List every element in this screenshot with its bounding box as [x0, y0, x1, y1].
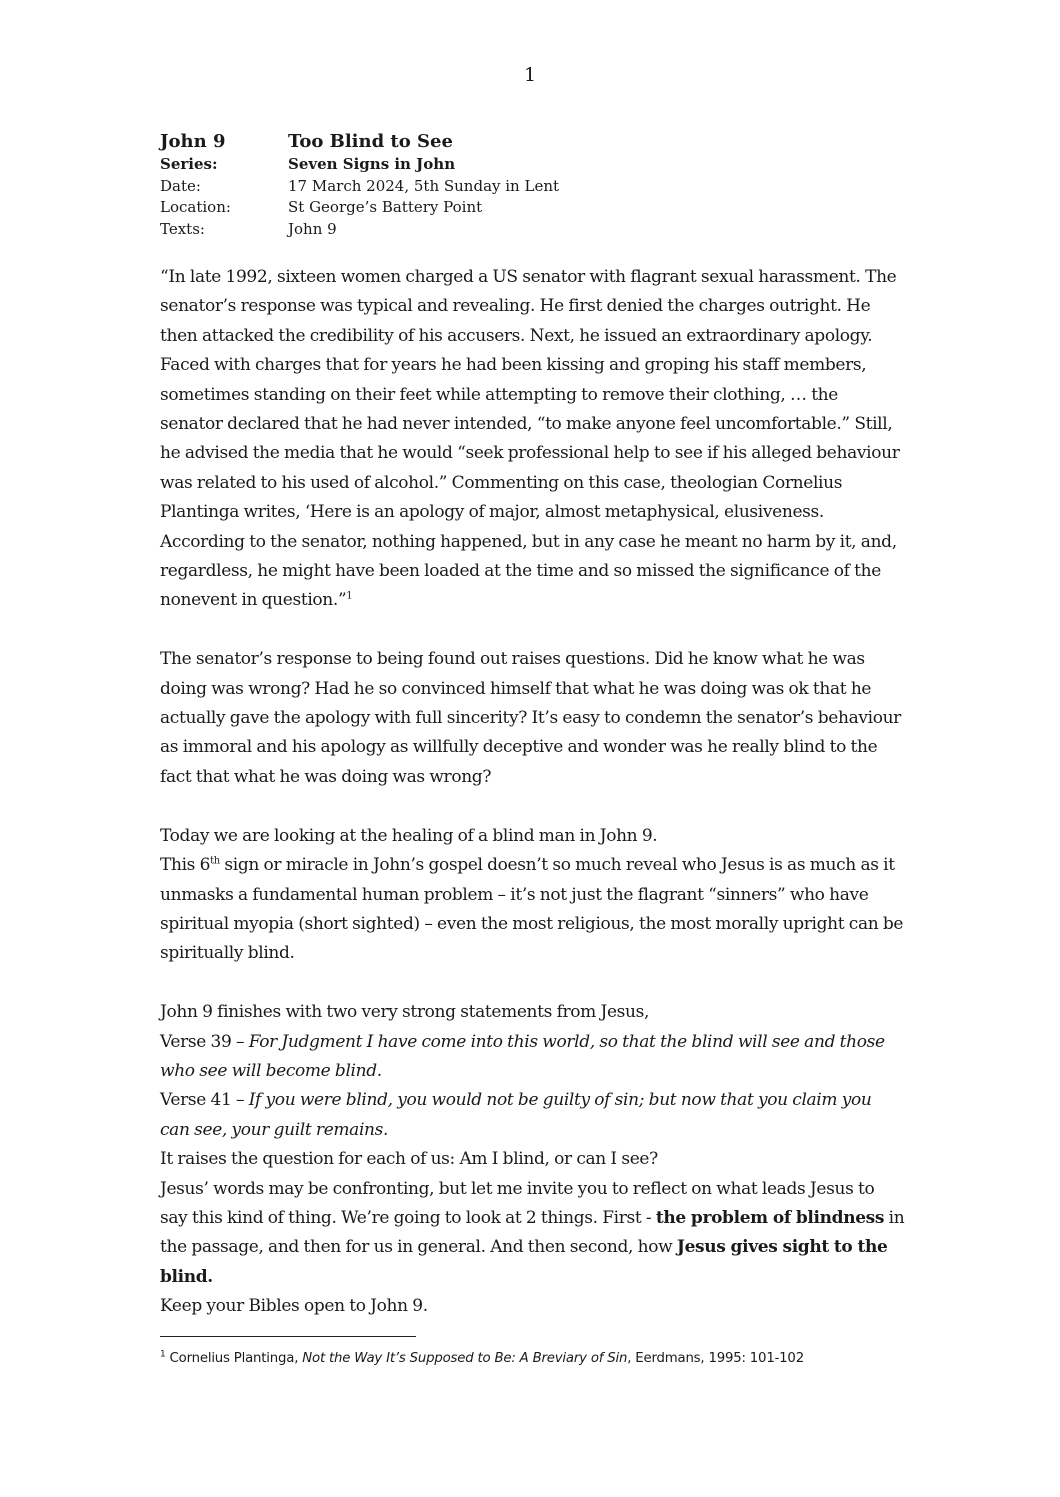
paragraph-intro: Today we are looking at the healing of a blind man in John 9. — [160, 825, 658, 846]
date-value: 17 March 2024, 5th Sunday in Lent — [288, 176, 560, 195]
sermon-header — [160, 130, 900, 240]
header-row-date — [160, 176, 900, 198]
header-key: Location: — [160, 198, 231, 216]
paragraph-bibles: Keep your Bibles open to John 9. — [160, 1296, 428, 1317]
book-title: Not the Way It’s Supposed to Be: A Breviary of Sin — [302, 1351, 628, 1366]
quote-text: “In late 1992, sixteen women charged a US senator with flagrant sexual harassment. The senator’s response was typical and revealing. He first denied the charges outright. He then attacked the credibility of his accusers. Next, he issued an extraordinary apology. Faced with charges that for years he had been kissing and groping his staff members, sometimes standing on their feet while attempting to remove their clothing, … the senator declared that he had never intended, “to make anyone feel uncomfortable.” Still, he advised the media that he would “seek professional help to see if his alleged behaviour was related to his used of alcohol.” Commenting on this case, theologian Cornelius Plantinga writes, ‘Here is an apology of major, almost metaphysical, elusiveness. According to the senator, nothing happened, but in any case he meant no harm by it, and, regardless, he might have been loaded at the time and so missed the significance of the nonevent in question.” — [160, 267, 900, 611]
footnote-number: 1 — [160, 1349, 166, 1360]
footnote: $^1$ Cornelius Plantinga, Not the Way It’s Supposed to Be: A Breviary of Sin, Eerdmans, 1995: 101-102 — [160, 1349, 804, 1366]
paragraph-sign: This 6th sign or miracle in John’s gospel doesn’t so much reveal who Jesus is as much as it unmasks a fundamental human problem – it’s not just the flagrant “sinners” who have spiritual myopia (short sighted) – even the most religious, the most morally upright can be spiritually blind. — [160, 855, 904, 964]
sermon-title: Too Blind to See — [288, 131, 453, 152]
header-key: Series: — [160, 155, 218, 173]
header-row-series — [160, 154, 900, 176]
texts-value: John 9 — [288, 219, 337, 238]
header-key: John 9 — [160, 131, 226, 152]
verse-text: For Judgment I have come into this world, so that the blind will see and those who see will become blind. — [160, 1031, 885, 1081]
point-two: Jesus gives sight to the blind. — [160, 1237, 888, 1287]
series-value: Seven Signs in John — [288, 155, 456, 173]
sermon-body — [160, 263, 905, 1322]
header-key: Date: — [160, 176, 201, 195]
verse-text: If you were blind, you would not be guilty of sin; but now that you claim you can see, your guilt remains. — [160, 1090, 872, 1140]
verse-label: Verse 39 – — [160, 1031, 249, 1052]
header-row-location — [160, 197, 900, 219]
paragraph-questions: The senator’s response to being found out raises questions. Did he know what he was doing was wrong? Had he so convinced himself that what he was doing was ok that he actually gave the apology with full sincerity? It’s easy to condemn the senator’s behaviour as immoral and his apology as willfully deceptive and wonder was he really blind to the fact that what he was doing was wrong? — [160, 649, 901, 787]
footnote-reference[interactable]: 1 — [346, 590, 353, 602]
location-value: St George’s Battery Point — [288, 198, 483, 216]
footnote-divider — [160, 1336, 416, 1337]
page-number: 1 — [523, 64, 537, 86]
ordinal-suffix: th — [210, 855, 220, 867]
point-one: the problem of blindness — [655, 1207, 885, 1228]
verse-41 — [160, 1086, 905, 1145]
paragraph-quote — [160, 263, 905, 616]
header-row-title — [160, 130, 900, 154]
header-key: Texts: — [160, 219, 205, 238]
verse-label: Verse 41 – — [160, 1090, 249, 1111]
verse-39 — [160, 1028, 905, 1087]
paragraph-outline: Jesus’ words may be confronting, but let me invite you to reflect on what leads Jesus to say this kind of thing. We’re going to look at 2 things. First - the problem of blindness in the passage, and then for us in general. And then second, how Jesus gives sight to the blind. — [160, 1178, 905, 1287]
paragraph-question: It raises the question for each of us: Am I blind, or can I see? — [160, 1149, 658, 1170]
header-row-texts — [160, 219, 900, 241]
paragraph-statements: John 9 finishes with two very strong statements from Jesus, — [160, 1002, 650, 1023]
